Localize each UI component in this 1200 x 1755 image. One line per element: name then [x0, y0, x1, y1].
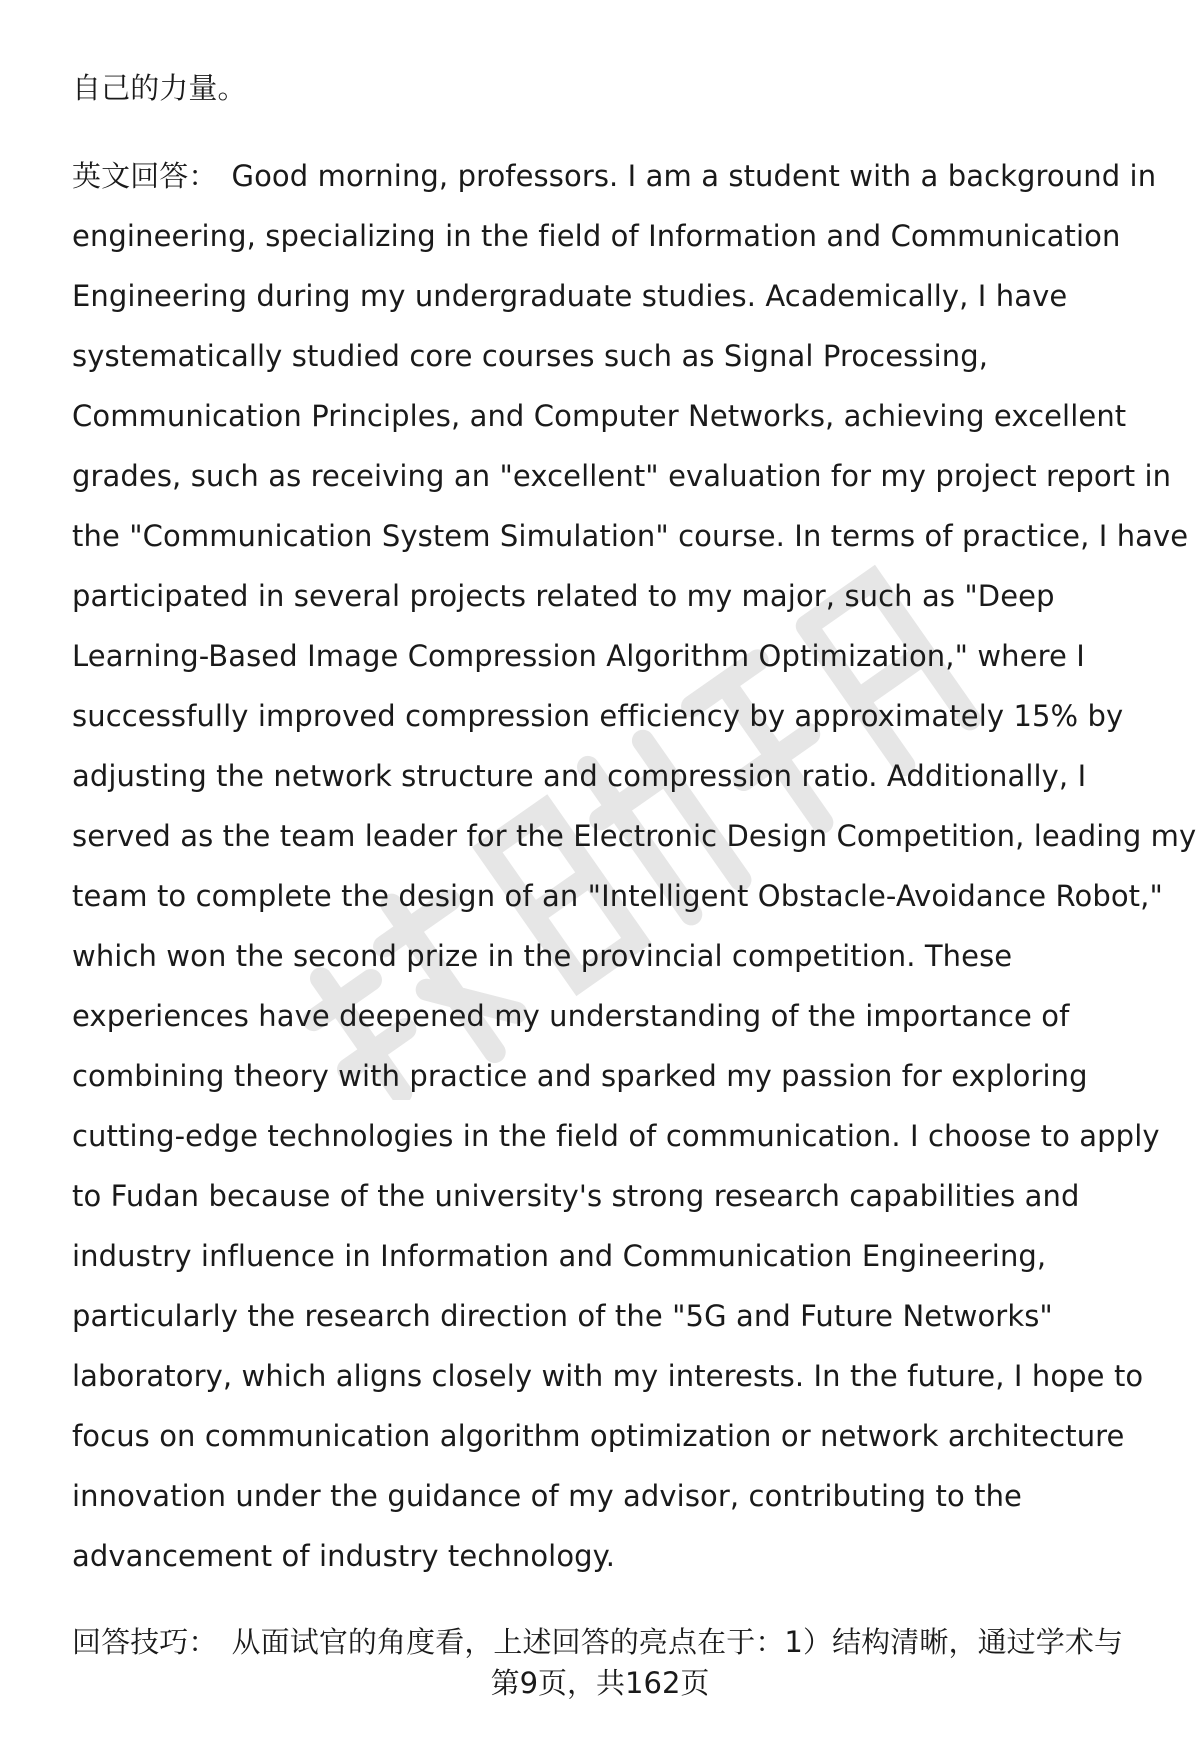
answer-line: industry influence in Information and Communication Engineering, — [72, 1239, 1047, 1273]
answer-line: adjusting the network structure and compression ratio. Additionally, I — [72, 759, 1087, 793]
answer-label: 英文回答： — [72, 159, 218, 193]
answer-line: the "Communication System Simulation" course. In terms of practice, I have — [72, 519, 1189, 553]
document-body — [72, 58, 1197, 1672]
answer-line: innovation under the guidance of my advisor, contributing to the — [72, 1479, 1023, 1513]
answer-line: focus on communication algorithm optimization or network architecture — [72, 1419, 1125, 1453]
page-number: 第9页，共162页 — [490, 1666, 710, 1700]
answer-line: Engineering during my undergraduate studies. Academically, I have — [72, 279, 1068, 313]
answer-line: Learning-Based Image Compression Algorithm Optimization," where I — [72, 639, 1085, 673]
answer-line: successfully improved compression efficiency by approximately 15% by — [72, 699, 1124, 733]
answer-line-1: 英文回答： Good morning, professors. I am a student with a background in — [72, 159, 1157, 193]
answer-line: to Fudan because of the university's strong research capabilities and — [72, 1179, 1080, 1213]
answer-line: advancement of industry technology. — [72, 1539, 616, 1573]
answer-line: experiences have deepened my understanding of the importance of — [72, 999, 1070, 1033]
english-answer-section — [72, 146, 1197, 1586]
answer-line: systematically studied core courses such as Signal Processing, — [72, 339, 989, 373]
tips-label: 回答技巧： — [72, 1625, 218, 1659]
answer-line: particularly the research direction of the "5G and Future Networks" — [72, 1299, 1053, 1333]
answer-line: served as the team leader for the Electronic Design Competition, leading my — [72, 819, 1197, 853]
answer-line: cutting-edge technologies in the field of communication. I choose to apply — [72, 1119, 1160, 1153]
answer-line: team to complete the design of an "Intelligent Obstacle-Avoidance Robot," — [72, 879, 1163, 913]
answer-line: combining theory with practice and sparked my passion for exploring — [72, 1059, 1088, 1093]
answer-line: which won the second prize in the provincial competition. These — [72, 939, 1013, 973]
answer-line: laboratory, which aligns closely with my interests. In the future, I hope to — [72, 1359, 1144, 1393]
continued-text: 自己的力量。 — [72, 71, 247, 105]
tips-text: 从面试官的角度看，上述回答的亮点在于：1）结构清晰，通过学术与 — [231, 1625, 1124, 1659]
answer-line: grades, such as receiving an "excellent" evaluation for my project report in — [72, 459, 1172, 493]
answer-line: Communication Principles, and Computer Networks, achieving excellent — [72, 399, 1127, 433]
answer-line: engineering, specializing in the field of Information and Communication — [72, 219, 1121, 253]
answer-line: participated in several projects related to my major, such as "Deep — [72, 579, 1055, 613]
